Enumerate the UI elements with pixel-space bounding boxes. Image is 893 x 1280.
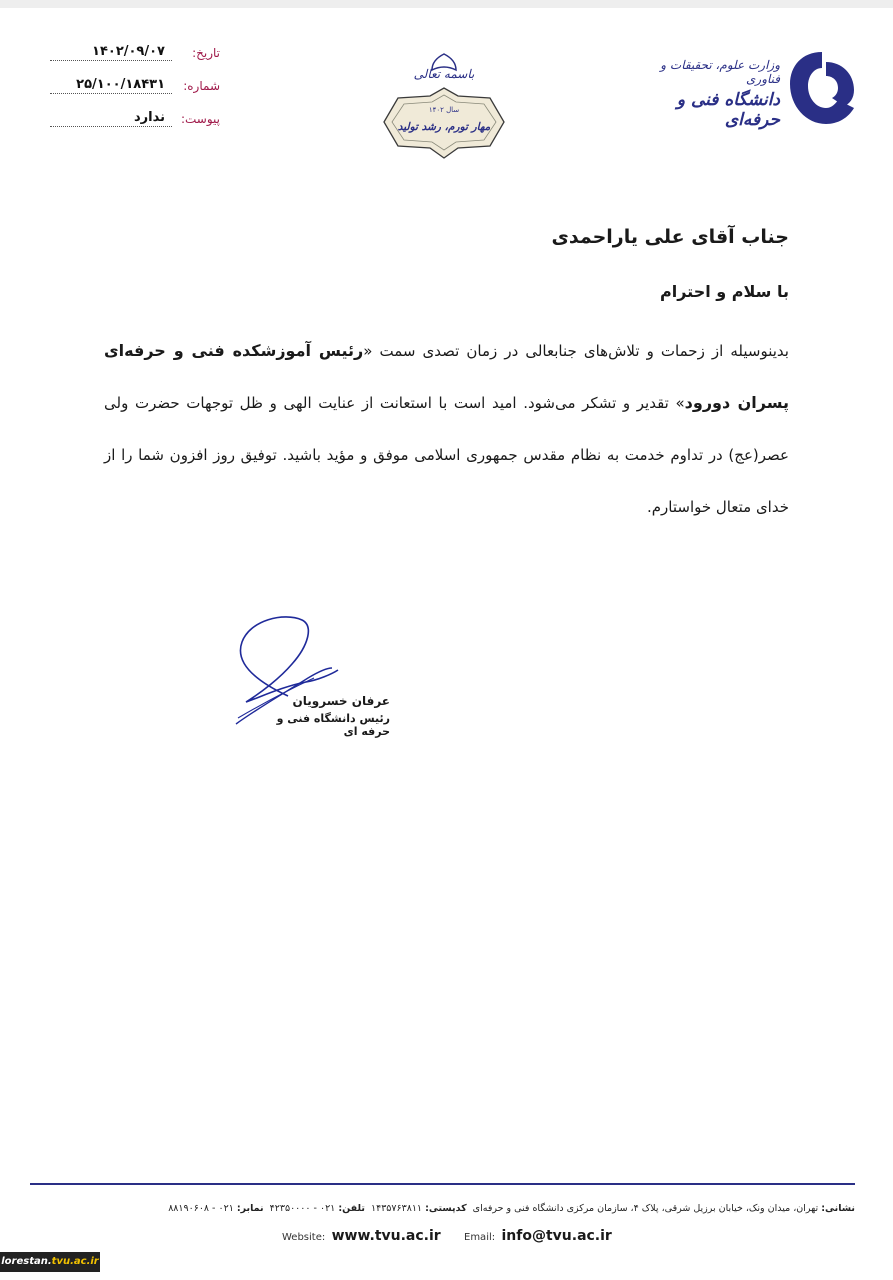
website-label: Website:: [282, 1232, 326, 1243]
seal-top-text: باسمه تعالی: [413, 67, 475, 81]
number-value: ۲۵/۱۰۰/۱۸۴۳۱: [73, 77, 168, 92]
recipient: جناب آقای علی یاراحمدی: [551, 226, 789, 248]
signer-name: عرفان خسرویان: [292, 694, 390, 708]
seal-motto: مهار تورم، رشد تولید: [397, 121, 491, 133]
letter-body: [104, 325, 789, 533]
signer-title: رئیس دانشگاه فنی و حرفه ای: [276, 712, 390, 738]
body-text-part-2: » تقدیر و تشکر می‌شود. امید است با استعانت از عنایت الهی و ظل توجهات حضرت ولی عصر(عج) در تداوم خدمت به نظام مقدس جمهوری اسلامی موفق و مؤید باشید. توفیق روز افزون شما را از خدای متعال خواستارم.: [104, 394, 789, 516]
attachment-line: [50, 126, 172, 127]
number-row: [50, 75, 220, 108]
watermark-prefix: lorestan.: [1, 1256, 52, 1267]
attachment-row: [50, 108, 220, 141]
body-text-part-1: بدینوسیله از زحمات و تلاش‌های جنابعالی در زمان تصدی سمت «: [363, 342, 789, 360]
attachment-label: پیوست:: [180, 112, 220, 126]
date-label: تاریخ:: [192, 46, 220, 60]
seal-caption: سال ۱۴۰۲: [428, 106, 460, 114]
university-name: دانشگاه فنی و حرفه‌ای: [676, 90, 780, 130]
site-watermark: [0, 1252, 100, 1272]
phone-number: ۰۲۱ - ۴۲۳۵۰۰۰۰: [269, 1203, 336, 1214]
top-strip: [0, 0, 893, 8]
number-label: شماره:: [183, 79, 220, 93]
fax-number: ۰۲۱ - ۸۸۱۹۰۶۰۸: [168, 1203, 234, 1214]
date-value: ۱۴۰۲/۰۹/۰۷: [89, 44, 168, 59]
body-bold-title: رئیس آموزشکده فنی و حرفه‌ای پسران دورود: [104, 341, 789, 412]
footer-divider: [30, 1183, 855, 1185]
postal-label: کدپستی:: [425, 1203, 467, 1214]
date-line: [50, 60, 172, 61]
email-link[interactable]: info@tvu.ac.ir: [501, 1228, 612, 1244]
letter-meta: [50, 42, 220, 141]
footer-website: [282, 1228, 441, 1244]
address-label: نشانی:: [821, 1203, 855, 1214]
postal-code: ۱۴۳۵۷۶۳۸۱۱: [371, 1203, 423, 1214]
footer-email: [464, 1228, 612, 1244]
website-link[interactable]: www.tvu.ac.ir: [331, 1228, 441, 1244]
email-label: Email:: [464, 1232, 496, 1243]
fax-label: نمابر:: [236, 1203, 264, 1214]
signer-block: [260, 694, 390, 738]
university-logo-icon: [786, 46, 858, 130]
university-logo-text: [630, 58, 780, 130]
salutation: با سلام و احترام: [660, 282, 789, 301]
number-line: [50, 93, 172, 94]
seal-emblem: [374, 48, 514, 174]
date-row: [50, 42, 220, 75]
phone-label: تلفن:: [338, 1203, 365, 1214]
footer-address: [22, 1203, 855, 1214]
attachment-value: ندارد: [131, 110, 168, 125]
ministry-line: وزارت علوم، تحقیقات و فناوری: [660, 58, 780, 86]
watermark-domain: tvu.ac.ir: [51, 1256, 99, 1267]
address-text: تهران، میدان ونک، خیابان برزیل شرقی، پلاک ۴، سازمان مرکزی دانشگاه فنی و حرفه‌ای: [472, 1203, 819, 1214]
